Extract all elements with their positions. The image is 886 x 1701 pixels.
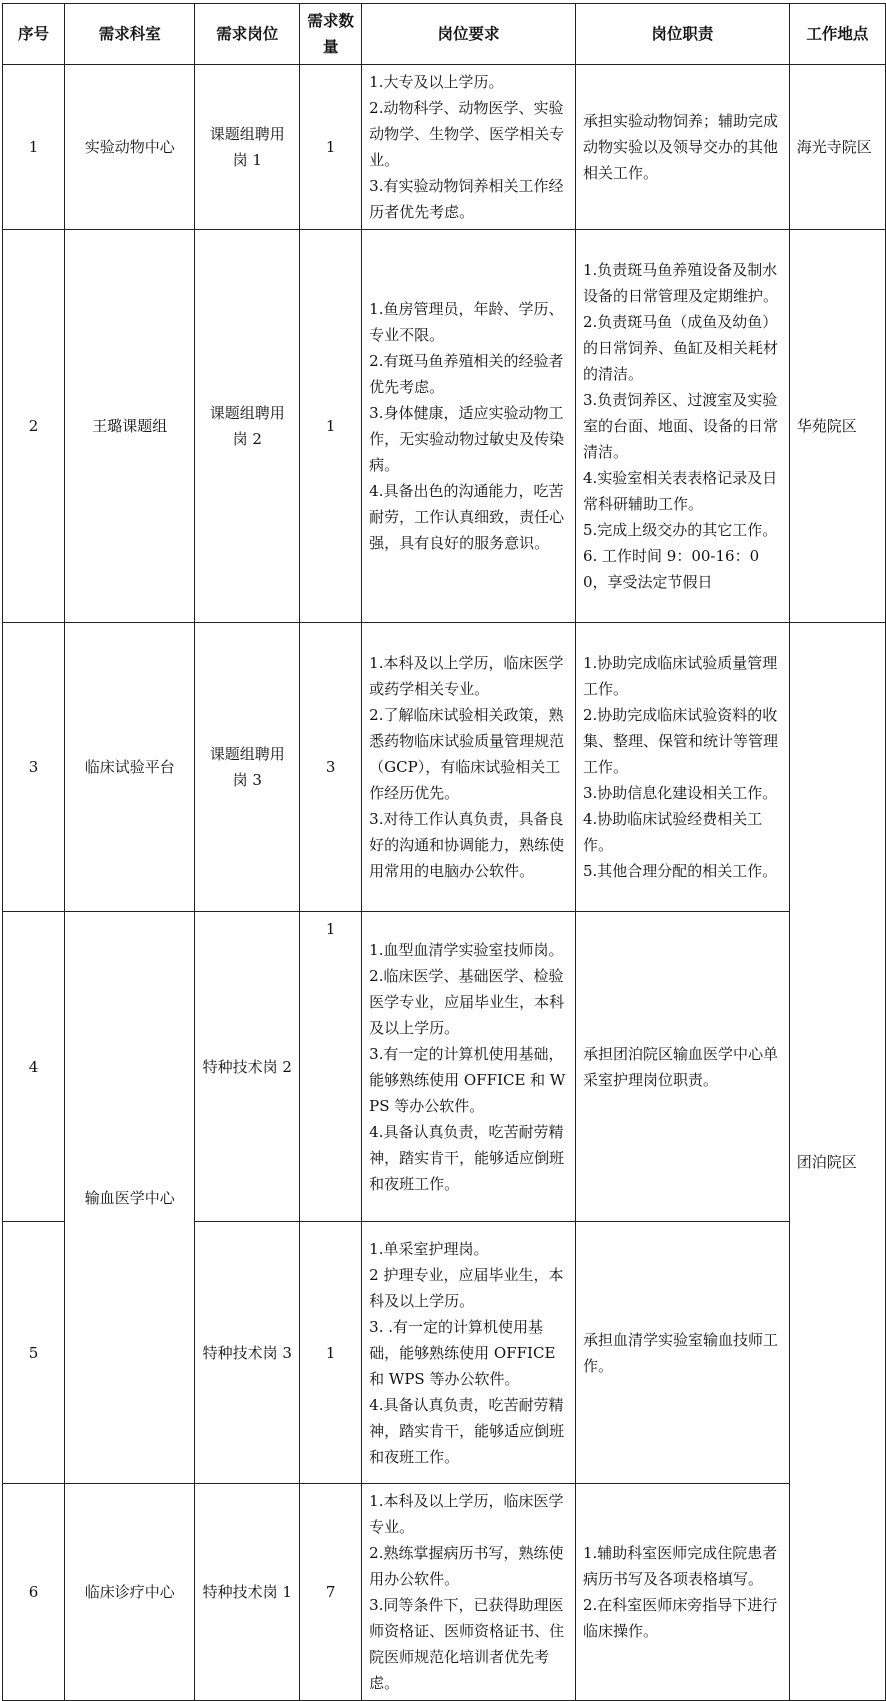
- duty-item: 4.实验室相关表表格记录及日常科研辅助工作。: [582, 469, 778, 513]
- seq-cell: 4: [3, 912, 65, 1222]
- duty-item: 3.协助信息化建设相关工作。: [582, 784, 778, 802]
- header-row: [3, 4, 886, 65]
- seq-cell: 2: [3, 230, 65, 623]
- count-cell: 1: [300, 65, 362, 230]
- recruitment-table: [2, 3, 886, 1701]
- duty-item: 2.在科室医师床旁指导下进行临床操作。: [582, 1596, 778, 1640]
- dept-cell: 实验动物中心: [65, 65, 195, 230]
- requirement-item: 1.本科及以上学历，临床医学或药学相关专业。: [369, 654, 564, 698]
- requirements-cell: [362, 912, 576, 1222]
- duty-item: 承担实验动物饲养；辅助完成动物实验以及领导交办的其他相关工作。: [582, 112, 778, 182]
- duty-item: 2.协助完成临床试验资料的收集、整理、保管和统计等管理工作。: [582, 706, 778, 776]
- count-cell: 1: [300, 1222, 362, 1484]
- dept-cell: 输血医学中心: [65, 912, 195, 1484]
- dept-cell: 王璐课题组: [65, 230, 195, 623]
- post-cell: 特种技术岗 2: [195, 912, 300, 1222]
- requirements-cell: [362, 623, 576, 912]
- header-post: 需求岗位: [195, 4, 300, 65]
- duties-cell: [575, 230, 789, 623]
- header-dept: 需求科室: [65, 4, 195, 65]
- seq-cell: 5: [3, 1222, 65, 1484]
- post-cell: 课题组聘用岗 2: [195, 230, 300, 623]
- table-row: [3, 912, 886, 1222]
- dept-cell: 临床试验平台: [65, 623, 195, 912]
- header-duties: 岗位职责: [575, 4, 789, 65]
- table-row: [3, 65, 886, 230]
- duties-cell: [575, 623, 789, 912]
- requirement-item: 4.具备认真负责，吃苦耐劳精神，踏实肯干，能够适应倒班和夜班工作。: [369, 1395, 565, 1466]
- seq-cell: 1: [3, 65, 65, 230]
- count-cell: 7: [300, 1484, 362, 1701]
- header-seq: 序号: [3, 4, 65, 65]
- seq-cell: 3: [3, 623, 65, 912]
- header-location: 工作地点: [789, 4, 885, 65]
- post-cell: 课题组聘用岗 3: [195, 623, 300, 912]
- requirements-cell: [362, 230, 576, 623]
- duty-item: 4.协助临床试验经费相关工作。: [582, 810, 763, 854]
- duties-cell: [575, 65, 789, 230]
- location-cell: 海光寺院区: [789, 65, 885, 230]
- duty-item: 1.负责斑马鱼养殖设备及制水设备的日常管理及定期维护。: [582, 261, 778, 305]
- requirement-item: 3.身体健康，适应实验动物工作，无实验动物过敏史及传染病。: [369, 404, 565, 474]
- requirement-item: 3.有实验动物饲养相关工作经历者优先考虑。: [369, 177, 564, 221]
- table-row: [3, 623, 886, 912]
- count-cell: 1: [300, 912, 362, 1222]
- count-cell: 3: [300, 623, 362, 912]
- requirement-item: 2.了解临床试验相关政策，熟悉药物临床试验质量管理规范（GCP），有临床试验相关工作经历优先。: [369, 706, 565, 802]
- requirements-cell: [362, 1484, 576, 1701]
- header-count: 需求数量: [300, 4, 362, 65]
- requirement-item: 3.对待工作认真负责，具备良好的沟通和协调能力，熟练使用常用的电脑办公软件。: [369, 810, 565, 880]
- requirement-item: 1.大专及以上学历。: [369, 73, 504, 91]
- count-cell: 1: [300, 230, 362, 623]
- duty-item: 承担血清学实验室输血技师工作。: [582, 1330, 778, 1375]
- requirement-item: 4.具备认真负责，吃苦耐劳精神，踏实肯干，能够适应倒班和夜班工作。: [369, 1122, 565, 1193]
- duty-item: 5.完成上级交办的其它工作。: [582, 521, 778, 539]
- requirement-item: 4.具备出色的沟通能力，吃苦耐劳，工作认真细致，责任心强，具有良好的服务意识。: [369, 482, 565, 552]
- table-row: [3, 230, 886, 623]
- requirement-item: 2.熟练掌握病历书写，熟练使用办公软件。: [369, 1544, 564, 1588]
- requirement-item: 1.鱼房管理员，年龄、学历、专业不限。: [369, 300, 564, 344]
- location-cell: 华苑院区: [789, 230, 885, 623]
- table-row: [3, 1484, 886, 1701]
- duty-item: 承担团泊院区输血医学中心单采室护理岗位职责。: [582, 1044, 778, 1089]
- seq-cell: 6: [3, 1484, 65, 1701]
- duty-item: 5.其他合理分配的相关工作。: [582, 862, 778, 880]
- duties-cell: [575, 1484, 789, 1701]
- duties-cell: [575, 912, 789, 1222]
- duty-item: 1.协助完成临床试验质量管理工作。: [582, 654, 778, 698]
- requirements-cell: [362, 65, 576, 230]
- duty-item: 1.辅助科室医师完成住院患者病历书写及各项表格填写。: [582, 1544, 778, 1588]
- requirement-item: 2.有斑马鱼养殖相关的经验者优先考虑。: [369, 352, 564, 396]
- dept-cell: 临床诊疗中心: [65, 1484, 195, 1701]
- post-cell: 特种技术岗 3: [195, 1222, 300, 1484]
- requirement-item: 1.血型血清学实验室技师岗。: [369, 940, 564, 959]
- duty-item: 3.负责饲养区、过渡室及实验室的台面、地面、设备的日常清洁。: [582, 391, 778, 461]
- requirement-item: 3. .有一定的计算机使用基础，能够熟练使用 OFFICE 和 WPS 等办公软件。: [369, 1317, 556, 1388]
- location-cell: 团泊院区: [789, 623, 885, 1701]
- requirement-item: 3.同等条件下，已获得助理医师资格证、医师资格证书、住院医师规范化培训者优先考虑。: [369, 1596, 565, 1692]
- requirement-item: 2.动物科学、动物医学、实验动物学、生物学、医学相关专业。: [369, 99, 565, 169]
- post-cell: 课题组聘用岗 1: [195, 65, 300, 230]
- duty-item: 2.负责斑马鱼（成鱼及幼鱼）的日常饲养、鱼缸及相关耗材的清洁。: [582, 313, 778, 383]
- post-cell: 特种技术岗 1: [195, 1484, 300, 1701]
- header-requirements: 岗位要求: [362, 4, 576, 65]
- requirement-item: 3.有一定的计算机使用基础，能够熟练使用 OFFICE 和 WPS 等办公软件。: [369, 1044, 566, 1115]
- duty-item: 6. 工作时间 9：00-16：00，享受法定节假日: [582, 547, 760, 591]
- requirements-cell: [362, 1222, 576, 1484]
- requirement-item: 2.临床医学、基础医学、检验医学专业，应届毕业生，本科及以上学历。: [369, 966, 565, 1037]
- duties-cell: [575, 1222, 789, 1484]
- requirement-item: 1.本科及以上学历，临床医学专业。: [369, 1492, 564, 1536]
- requirement-item: 1.单采室护理岗。: [369, 1239, 489, 1258]
- requirement-item: 2 护理专业，应届毕业生，本科及以上学历。: [369, 1265, 564, 1310]
